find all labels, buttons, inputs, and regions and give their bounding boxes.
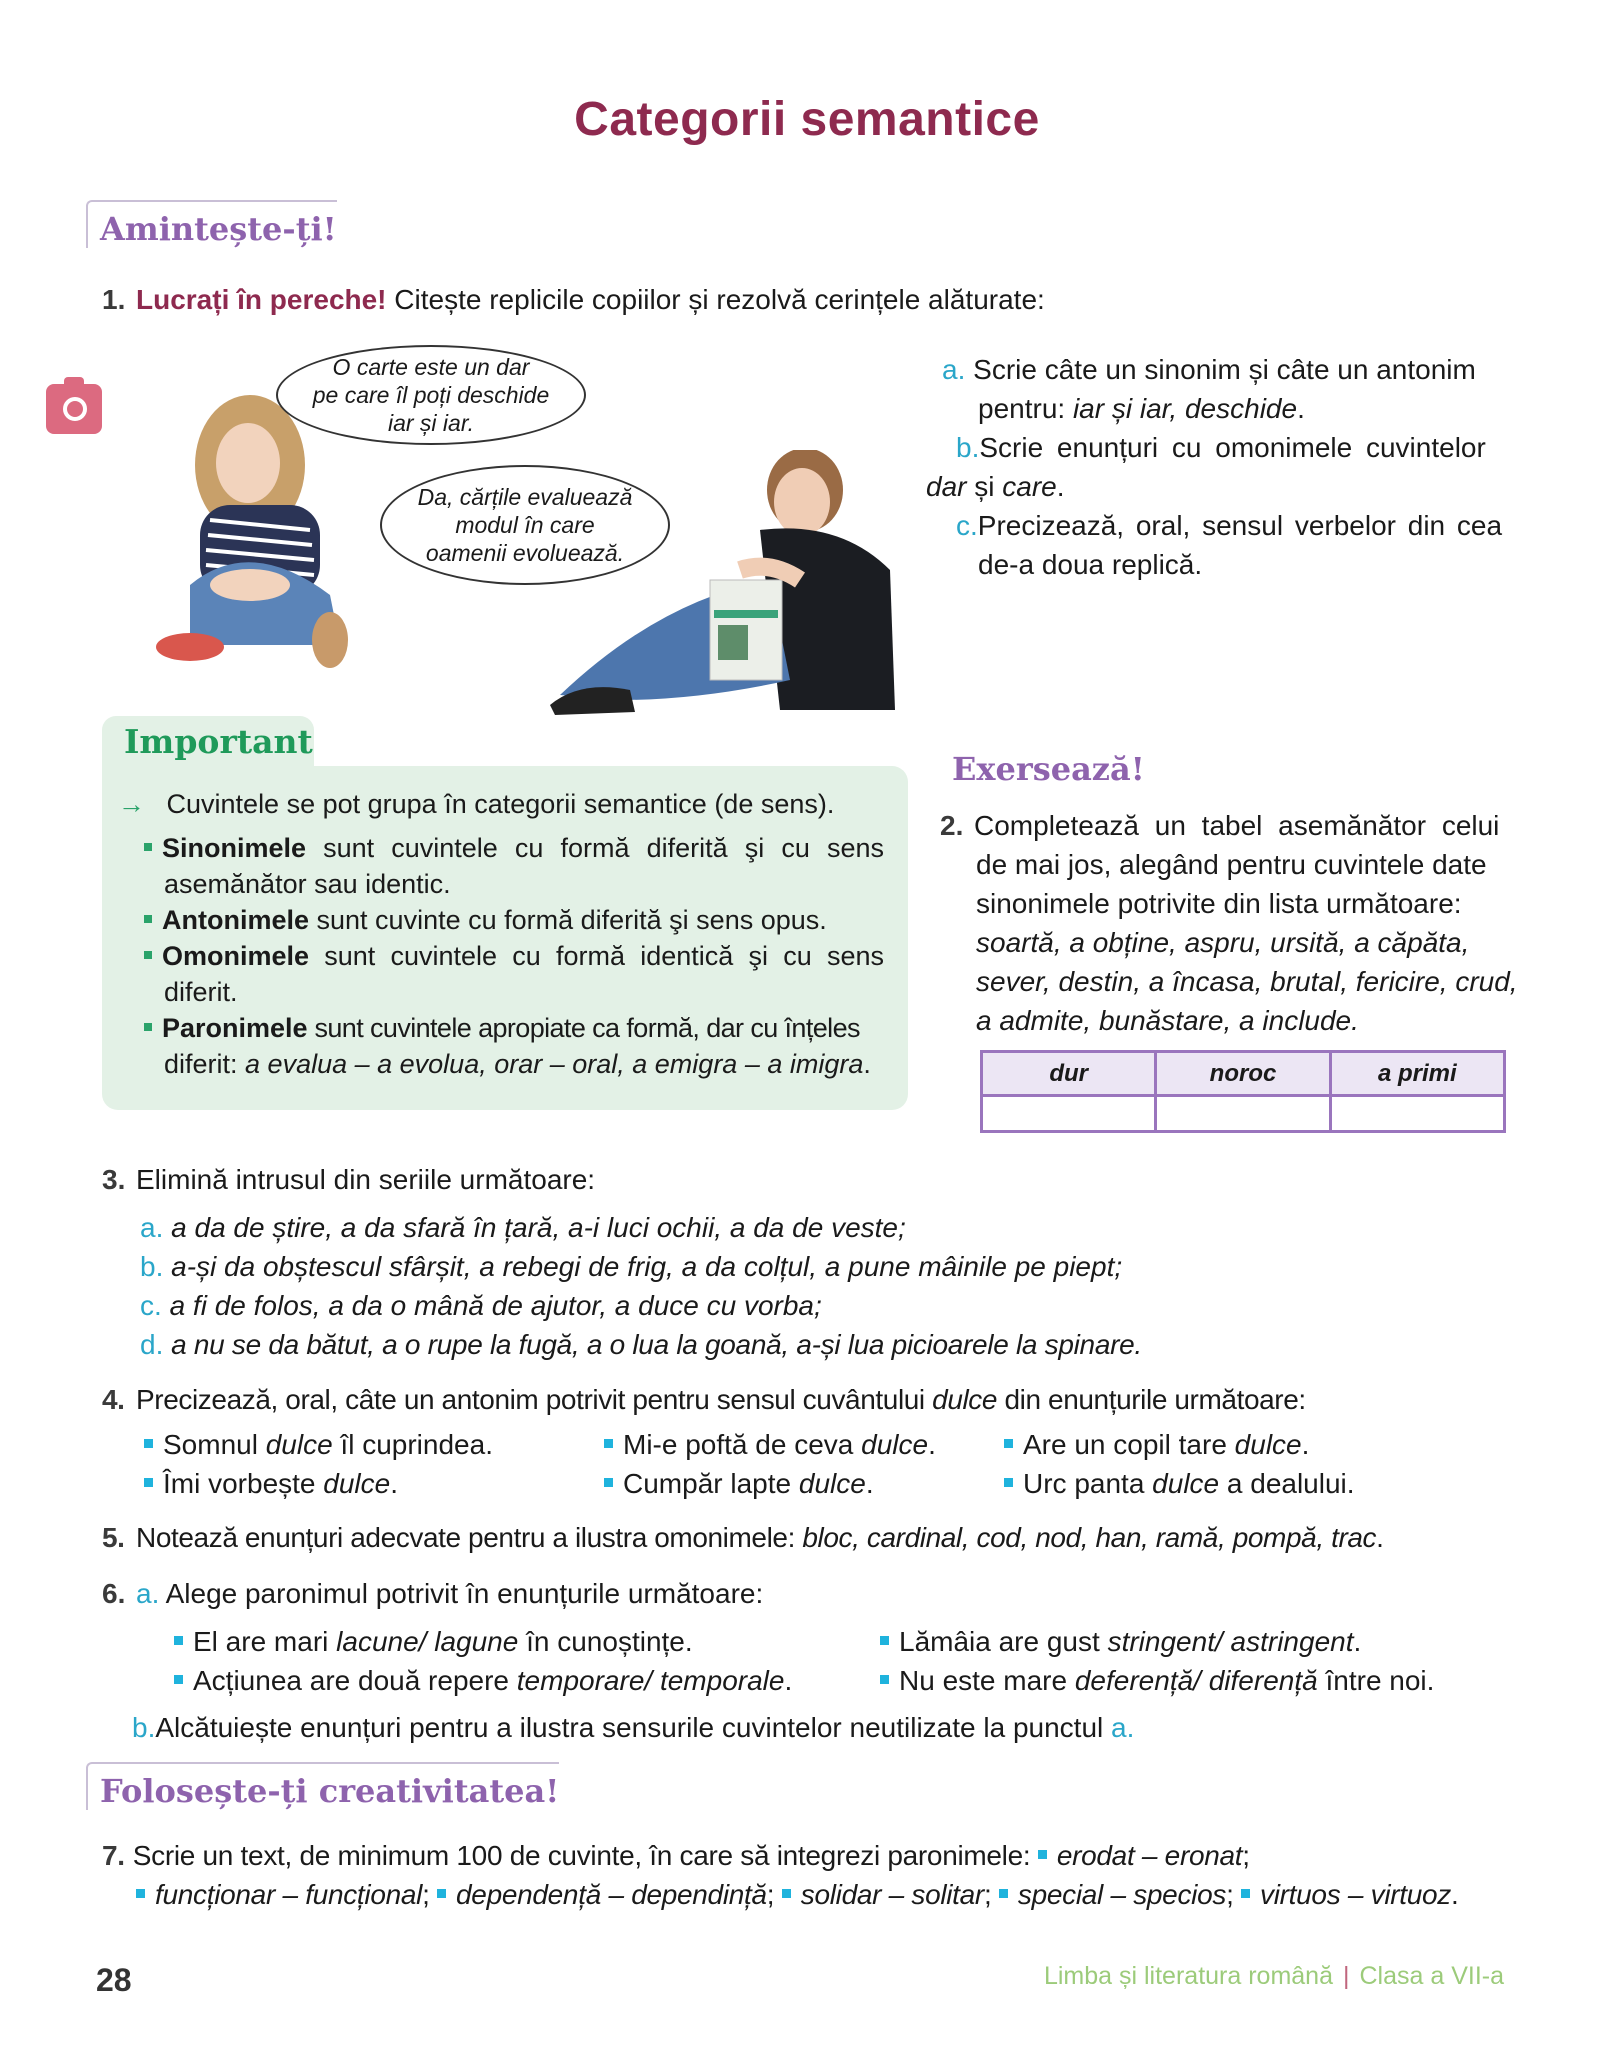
definition-term: Omonimele <box>162 941 310 971</box>
bullet-square-icon <box>604 1439 613 1448</box>
table-header-row <box>982 1052 1505 1096</box>
speech-bubble-boy <box>380 465 670 585</box>
bubble-line: iar și iar. <box>387 410 475 436</box>
definition-text: . <box>863 1049 871 1079</box>
task-1c <box>956 506 1502 545</box>
definition-text: diferit. <box>164 977 238 1007</box>
exercise-7-line-2: funcționar – funcțional; dependență – dependință; solidar – solitar; special – specios; virtuos – virtuoz. <box>136 1875 1458 1914</box>
definition-example-italic: a evalua – a evolua, orar – oral, a emigra – a imigra <box>245 1049 864 1079</box>
sentence-text: în cunoștințe. <box>518 1626 693 1657</box>
bullet-square-icon <box>144 1023 152 1031</box>
exercise-6-sentence <box>174 1661 792 1700</box>
table-cell-empty[interactable] <box>1156 1096 1330 1132</box>
definition-paronyms <box>144 1010 860 1046</box>
important-intro <box>118 786 834 822</box>
definition-term: Paronimele <box>162 1013 308 1043</box>
task-letter: a. <box>942 354 966 385</box>
exercise-text: din enunțurile următoare: <box>997 1384 1306 1415</box>
exercise-3-item-b <box>140 1247 1122 1286</box>
section-heading-remember <box>86 200 337 248</box>
table-header-cell: noroc <box>1156 1052 1330 1096</box>
exercise-4-sentence <box>604 1425 936 1464</box>
task-1b-cont <box>926 467 1065 506</box>
table-header-cell: dur <box>982 1052 1156 1096</box>
bullet-square-icon <box>144 1439 153 1448</box>
footer-book-info <box>1044 1962 1504 1991</box>
sentence-italic: stringent/ astringent <box>1107 1626 1354 1657</box>
bullet-square-icon <box>782 1889 791 1898</box>
page-number: 28 <box>96 1962 132 1998</box>
bullet-square-icon <box>1004 1439 1013 1448</box>
page-title: Categorii semantice <box>574 93 1040 146</box>
table-row <box>982 1096 1505 1132</box>
sentence-text: a dealului. <box>1219 1468 1355 1499</box>
exercise-text: Citește replicile copiilor și rezolvă cerințele alăturate: <box>386 284 1045 315</box>
definition-synonyms-cont <box>164 866 451 902</box>
footer-grade: Clasa a VII-a <box>1359 1962 1504 1990</box>
sentence-italic: dulce <box>1234 1429 1302 1460</box>
definition-text: sunt cuvintele cu formă identică şi cu sens <box>309 941 884 971</box>
exercise-2-word-list-1: soartă, a obține, aspru, ursită, a căpăta, <box>976 927 1470 958</box>
task-1a <box>942 350 1508 389</box>
definition-homonyms <box>144 938 884 974</box>
exercise-4-sentence <box>144 1425 493 1464</box>
exercise-text: Elimină intrusul din seriile următoare: <box>136 1164 596 1195</box>
sentence-text: Mi-e poftă de ceva <box>623 1429 862 1460</box>
task-text: pentru: <box>978 393 1073 424</box>
bullet-square-icon <box>1004 1478 1013 1487</box>
exercise-text: Alcătuiește enunțuri pentru a ilustra sensurile cuvintelor neutilizate la punctul <box>155 1712 1112 1743</box>
definition-text: sunt cuvintele cu formă diferită şi cu sens <box>306 833 884 863</box>
exercise-2-word-list-2: sever, destin, a încasa, brutal, fericire, crud, <box>976 966 1518 997</box>
definition-text: asemănător sau identic. <box>164 869 451 899</box>
bullet-square-icon <box>144 843 152 851</box>
important-heading: Important <box>124 722 313 761</box>
section-heading-text: Folosește-ți creativitatea! <box>100 1772 560 1810</box>
exercise-3-prompt <box>102 1160 595 1199</box>
definition-text: sunt cuvintele apropiate ca formă, dar cu înțeles <box>307 1013 860 1043</box>
section-heading-text: Amintește-ți! <box>100 210 337 248</box>
exercise-number: 6. <box>102 1578 126 1609</box>
sentence-italic: temporare/ temporale <box>516 1665 785 1696</box>
exercise-1-prompt <box>102 280 1045 319</box>
task-1c-cont <box>978 545 1202 584</box>
definition-term: Antonimele <box>162 905 310 935</box>
bullet-square-icon <box>880 1636 889 1645</box>
sentence-italic: dulce <box>323 1468 391 1499</box>
bullet-square-icon <box>144 915 152 923</box>
bullet-square-icon <box>604 1478 613 1487</box>
definition-homonyms-cont <box>164 974 238 1010</box>
section-heading-practice: Exersează! <box>952 750 1145 788</box>
bubble-line: pe care îl poți deschide <box>312 382 550 408</box>
exercise-text: Completează un tabel asemănător celui <box>974 810 1500 841</box>
bubble-line: oamenii evoluează. <box>425 540 625 566</box>
definition-term: Sinonimele <box>162 833 307 863</box>
definition-synonyms <box>144 830 884 866</box>
bubble-line: modul în care <box>455 512 595 538</box>
exercise-4-sentence <box>1004 1464 1355 1503</box>
definition-text: sunt cuvinte cu formă diferită şi sens opus. <box>309 905 827 935</box>
synonym-table <box>980 1050 1506 1133</box>
bullet-square-icon <box>999 1889 1008 1898</box>
sentence-italic: dulce <box>861 1429 929 1460</box>
task-text: Precizează, oral, sensul verbelor din cea <box>977 510 1503 541</box>
task-letter: c. <box>956 510 978 541</box>
definition-paronyms-cont <box>164 1046 871 1082</box>
item-text: a nu se da bătut, a o rupe la fugă, a o lua la goană, a-și lua picioarele la spinare. <box>171 1329 1142 1360</box>
definition-text: diferit: <box>164 1049 246 1079</box>
sentence-text: Cumpăr lapte <box>623 1468 799 1499</box>
exercise-text: Notează enunțuri adecvate pentru a ilustra omonimele: <box>136 1522 803 1553</box>
exercise-3-item-d <box>140 1325 1142 1364</box>
exercise-2-line-2: de mai jos, alegând pentru cuvintele date <box>976 849 1487 880</box>
task-reference: a. <box>1111 1712 1135 1743</box>
exercise-text: Scrie un text, de minimum 100 de cuvinte, în care să integrezi paronimele: <box>132 1840 1038 1871</box>
task-letter: b. <box>132 1712 156 1743</box>
task-letter: a. <box>136 1578 160 1609</box>
bullet-square-icon <box>174 1636 183 1645</box>
task-text-italic: care <box>1002 471 1057 502</box>
camera-icon[interactable] <box>46 384 102 434</box>
bubble-line: O carte este un dar <box>332 354 530 380</box>
exercise-6-sentence <box>174 1622 693 1661</box>
item-letter: b. <box>140 1251 164 1282</box>
exercise-7-line-1: 7. Scrie un text, de minimum 100 de cuvinte, în care să integrezi paronimele: erodat – eronat; <box>102 1840 1250 1871</box>
sentence-text: între noi. <box>1317 1665 1435 1696</box>
bullet-square-icon <box>136 1889 145 1898</box>
definition-antonyms <box>144 902 827 938</box>
exercise-number: 4. <box>102 1384 125 1415</box>
item-letter: d. <box>140 1329 164 1360</box>
sentence-text: Nu este mare <box>899 1665 1075 1696</box>
exercise-2-line-3: sinonimele potrivite din lista următoare: <box>976 888 1462 919</box>
table-cell-empty[interactable] <box>982 1096 1156 1132</box>
exercise-number: 2. <box>940 810 964 841</box>
exercise-text-italic: bloc, cardinal, cod, nod, han, ramă, pompă, trac <box>802 1522 1377 1553</box>
sentence-text: Acțiunea are două repere <box>193 1665 517 1696</box>
bullet-square-icon <box>880 1675 889 1684</box>
task-text-italic: dar <box>926 471 967 502</box>
exercise-text: Alege paronimul potrivit în enunțurile următoare: <box>165 1578 764 1609</box>
sentence-text: . <box>865 1468 874 1499</box>
item-text: a-și da obștescul sfârșit, a rebegi de frig, a da colțul, a pune mâinile pe piept; <box>171 1251 1123 1282</box>
task-letter: b. <box>956 432 980 463</box>
exercise-6-sentence <box>880 1622 1361 1661</box>
exercise-4-sentence <box>1004 1425 1309 1464</box>
exercise-5-prompt <box>102 1518 1384 1557</box>
sentence-text: Somnul <box>163 1429 266 1460</box>
table-cell-empty[interactable] <box>1330 1096 1504 1132</box>
sentence-italic: dulce <box>1152 1468 1220 1499</box>
task-text-italic: iar și iar, deschide <box>1072 393 1298 424</box>
sentence-text: Are un copil tare <box>1023 1429 1235 1460</box>
sentence-text: Îmi vorbește <box>163 1468 324 1499</box>
sentence-italic: deferență/ diferență <box>1074 1665 1318 1696</box>
item-letter: a. <box>140 1212 164 1243</box>
exercise-text-italic: dulce <box>932 1384 998 1415</box>
exercise-number: 5. <box>102 1522 125 1553</box>
bullet-square-icon <box>174 1675 183 1684</box>
exercise-text: Precizează, oral, câte un antonim potrivit pentru sensul cuvântului <box>136 1384 933 1415</box>
exercise-6-sentence <box>880 1661 1434 1700</box>
sentence-italic: dulce <box>798 1468 866 1499</box>
exercise-2-word-list-3: a admite, bunăstare, a include. <box>976 1005 1359 1036</box>
sentence-italic: lacune/ lagune <box>336 1626 519 1657</box>
pair-work-label: Lucrați în pereche! <box>136 284 387 315</box>
exercise-number: 7. <box>102 1840 125 1871</box>
arrow-right-icon: → <box>118 789 145 819</box>
exercise-text: . <box>1376 1522 1384 1553</box>
sentence-text: . <box>784 1665 793 1696</box>
exercise-2-line-1 <box>940 806 1499 845</box>
sentence-text: . <box>390 1468 398 1499</box>
exercise-3-item-c <box>140 1286 822 1325</box>
footer-book-title: Limba și literatura română <box>1043 1962 1333 1990</box>
paronym-pair: funcționar – funcțional <box>155 1879 423 1910</box>
paronym-pair: dependență – dependință <box>456 1879 767 1910</box>
item-text: a da de știre, a da sfară în țară, a-i luci ochii, a da de veste; <box>171 1212 906 1243</box>
speech-bubble-girl <box>276 345 586 445</box>
exercise-number: 3. <box>102 1164 126 1195</box>
task-1a-cont <box>978 389 1305 428</box>
task-text: . <box>1056 471 1065 502</box>
exercise-4-sentence <box>604 1464 874 1503</box>
sentence-text: . <box>1301 1429 1310 1460</box>
sentence-text: El are mari <box>193 1626 337 1657</box>
task-1b <box>956 428 1486 467</box>
bullet-square-icon <box>1241 1889 1250 1898</box>
important-intro-text: Cuvintele se pot grupa în categorii semantice (de sens). <box>166 789 835 819</box>
sentence-text: . <box>1353 1626 1362 1657</box>
task-text: Scrie câte un sinonim și câte un antonim <box>973 354 1476 385</box>
sentence-text: Lămâia are gust <box>899 1626 1108 1657</box>
exercise-number: 1. <box>102 284 126 315</box>
bullet-square-icon <box>437 1889 446 1898</box>
item-text: a fi de folos, a da o mână de ajutor, a duce cu vorba; <box>169 1290 822 1321</box>
bubble-line: Da, cărțile evaluează <box>417 484 633 510</box>
exercise-4-prompt <box>102 1380 1306 1419</box>
table-header-cell: a primi <box>1330 1052 1504 1096</box>
task-text: . <box>1297 393 1305 424</box>
paronym-pair: erodat – eronat <box>1056 1840 1243 1871</box>
exercise-4-sentence <box>144 1464 398 1503</box>
paronym-pair: solidar – solitar <box>800 1879 984 1910</box>
task-text: Scrie enunțuri cu omonimele cuvintelor <box>979 432 1486 463</box>
exercise-6-prompt <box>102 1574 763 1613</box>
sentence-text: Urc panta <box>1023 1468 1153 1499</box>
section-heading-creativity <box>86 1762 559 1810</box>
paronym-pair: virtuos – virtuoz <box>1260 1879 1451 1910</box>
sentence-text: . <box>928 1429 936 1460</box>
exercise-3-item-a <box>140 1208 906 1247</box>
bullet-square-icon <box>144 951 152 959</box>
paronym-pair: special – specios <box>1017 1879 1227 1910</box>
sentence-italic: dulce <box>265 1429 333 1460</box>
item-letter: c. <box>140 1290 162 1321</box>
task-text: de-a doua replică. <box>978 549 1203 580</box>
bullet-square-icon <box>144 1478 153 1487</box>
bullet-square-icon <box>1038 1850 1047 1859</box>
task-text: și <box>966 471 1003 502</box>
exercise-6b-prompt <box>132 1708 1134 1747</box>
footer-separator: | <box>1342 1962 1350 1990</box>
sentence-text: îl cuprindea. <box>332 1429 493 1460</box>
